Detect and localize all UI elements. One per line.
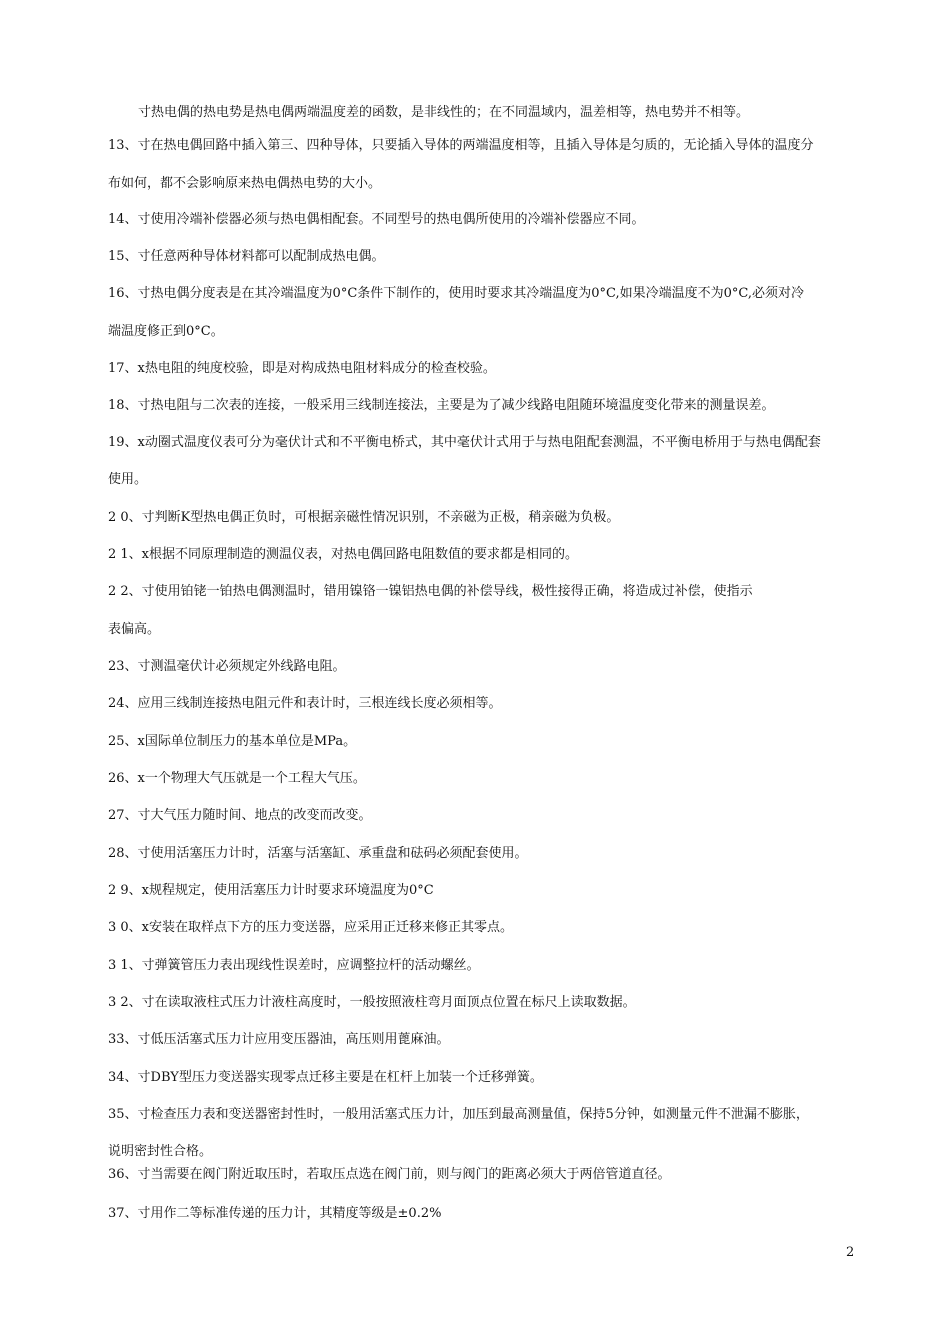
text-line: 3 1、寸弹簧管压力表出现线性误差时，应调整拉杆的活动螺丝。 (108, 958, 480, 973)
text-line: 28、寸使用活塞压力计时，活塞与活塞缸、承重盘和砝码必须配套使用。 (108, 846, 528, 861)
text-line: 2 0、寸判断K型热电偶正负时，可根据亲磁性情况识别，不亲磁为正极，稍亲磁为负极。 (108, 510, 620, 525)
text-line: 35、寸检查压力表和变送器密封性时，一般用活塞式压力计，加压到最高测量值，保持5分钟，如测量元件不泄漏不膨胀， (108, 1107, 809, 1122)
text-line: 19、x动圈式温度仪表可分为毫伏计式和不平衡电桥式，其中毫伏计式用于与热电阻配套测温，不平衡电桥用于与热电偶配套 (108, 435, 821, 450)
text-line: 说明密封性合格。 (108, 1144, 213, 1159)
text-line: 使用。 (108, 472, 148, 487)
text-line: 17、x热电阻的纯度校验，即是对构成热电阻材料成分的检查校验。 (108, 361, 496, 376)
text-line: 33、寸低压活塞式压力计应用变压器油，高压则用蓖麻油。 (108, 1032, 450, 1047)
text-line: 3 2、寸在读取液柱式压力计液柱高度时，一般按照液柱弯月面顶点位置在标尺上读取数据。 (108, 995, 636, 1010)
text-line: 24、应用三线制连接热电阻元件和表计时，三根连线长度必须相等。 (108, 696, 502, 711)
text-line: 16、寸热电偶分度表是在其冷端温度为0°C条件下制作的，使用时要求其冷端温度为0°C,如果冷端温度不为0°C,必须对冷 (108, 286, 805, 301)
page-number: 2 (846, 1245, 855, 1260)
text-line: 3 0、x安装在取样点下方的压力变送器，应采用正迁移来修正其零点。 (108, 920, 514, 935)
text-line: 13、寸在热电偶回路中插入第三、四种导体，只要插入导体的两端温度相等，且插入导体是匀质的，无论插入导体的温度分 (108, 138, 814, 153)
text-line: 2 2、寸使用铂铑一铂热电偶测温时，错用镍铬一镍铝热电偶的补偿导线，极性接得正确，将造成过补偿，使指示 (108, 584, 753, 599)
text-line: 14、寸使用冷端补偿器必须与热电偶相配套。不同型号的热电偶所使用的冷端补偿器应不同。 (108, 212, 645, 227)
text-line: 2 1、x根据不同原理制造的测温仪表，对热电偶回路电阻数值的要求都是相同的。 (108, 547, 579, 562)
text-line: 26、x一个物理大气压就是一个工程大气压。 (108, 771, 366, 786)
text-line: 37、寸用作二等标准传递的压力计，其精度等级是±0.2% (108, 1206, 442, 1221)
text-line: 2 9、x规程规定，使用活塞压力计时要求环境温度为0°C (108, 883, 434, 898)
text-line: 27、寸大气压力随时间、地点的改变而改变。 (108, 808, 372, 823)
text-line: 表偏高。 (108, 622, 161, 637)
text-line: 34、寸DBY型压力变送器实现零点迁移主要是在杠杆上加装一个迁移弹簧。 (108, 1070, 543, 1085)
text-line: 25、x国际单位制压力的基本单位是MPa。 (108, 734, 357, 749)
text-line: 36、寸当需要在阀门附近取压时，若取压点选在阀门前，则与阀门的距离必须大于两倍管道直径。 (108, 1167, 671, 1182)
text-line: 15、寸任意两种导体材料都可以配制成热电偶。 (108, 249, 385, 264)
text-line: 端温度修正到0°C。 (108, 324, 224, 339)
text-line: 18、寸热电阻与二次表的连接，一般采用三线制连接法，主要是为了减少线路电阻随环境温度变化带来的测量误差。 (108, 398, 775, 413)
text-line: 布如何，都不会影响原来热电偶热电势的大小。 (108, 176, 382, 191)
text-line: 23、寸测温毫伏计必须规定外线路电阻。 (108, 659, 346, 674)
text-line: 寸热电偶的热电势是热电偶两端温度差的函数，是非线性的；在不同温域内，温差相等，热电势并不相等。 (138, 105, 750, 120)
